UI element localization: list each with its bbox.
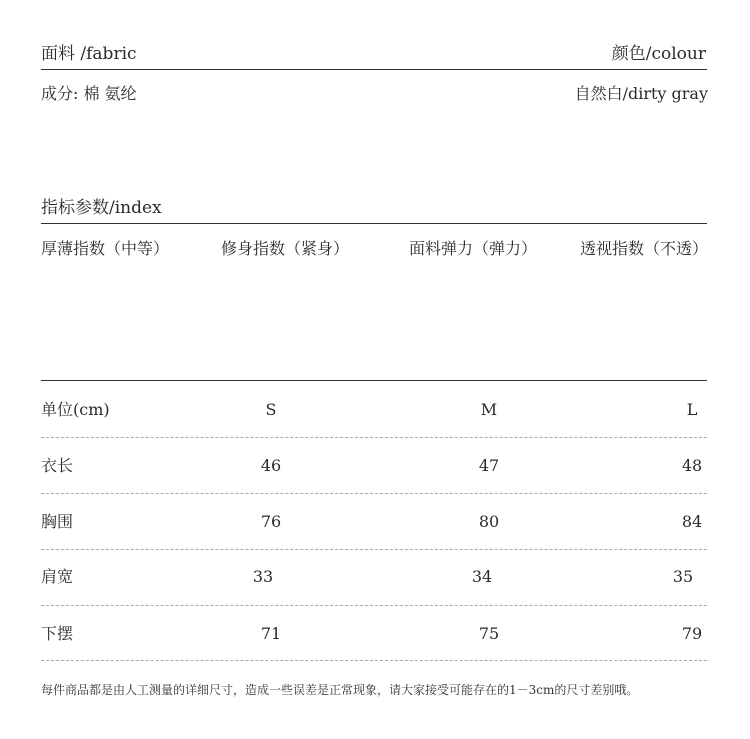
index-item-sheerness: 透视指数（不透） [579, 239, 708, 258]
row-divider [41, 549, 707, 550]
measurement-footnote: 每件商品都是由人工测量的详细尺寸，造成一些误差是正常现象，请大家接受可能存在的1－3cm的尺寸差别哦。 [41, 683, 639, 697]
row-label-length: 衣长 [41, 456, 74, 475]
index-item-thickness: 厚薄指数（中等） [41, 239, 170, 258]
index-item-stretch: 面料弹力（弹力） [409, 239, 538, 258]
row-divider [41, 605, 707, 606]
row-label-chest: 胸围 [41, 512, 74, 531]
cell-chest-m: 80 [478, 512, 500, 531]
cell-shoulder-l: 35 [672, 567, 694, 586]
row-divider [41, 660, 707, 661]
cell-length-s: 46 [260, 456, 282, 475]
size-header-m: M [480, 400, 498, 419]
row-divider [41, 493, 707, 494]
size-header-l: L [686, 400, 698, 419]
cell-length-m: 47 [478, 456, 500, 475]
cell-shoulder-m: 34 [471, 567, 493, 586]
unit-header: 单位(cm) [41, 400, 110, 419]
fabric-label: 面料 /fabric [41, 44, 137, 64]
cell-chest-s: 76 [260, 512, 282, 531]
cell-hem-m: 75 [478, 624, 500, 643]
cell-hem-s: 71 [260, 624, 282, 643]
row-divider [41, 437, 707, 438]
index-divider [41, 223, 707, 224]
index-title: 指标参数/index [41, 198, 162, 218]
row-label-shoulder: 肩宽 [41, 567, 74, 586]
size-header-s: S [265, 400, 277, 419]
fabric-divider [41, 69, 707, 70]
row-label-hem: 下摆 [41, 624, 74, 643]
colour-label: 颜色/colour [611, 44, 706, 64]
cell-shoulder-s: 33 [252, 567, 274, 586]
cell-length-l: 48 [681, 456, 703, 475]
composition-text: 成分: 棉 氨纶 [41, 84, 137, 103]
colour-value: 自然白/dirty gray [574, 84, 708, 103]
cell-hem-l: 79 [681, 624, 703, 643]
index-item-fit: 修身指数（紧身） [221, 239, 350, 258]
size-table-top-rule [41, 380, 707, 381]
cell-chest-l: 84 [681, 512, 703, 531]
